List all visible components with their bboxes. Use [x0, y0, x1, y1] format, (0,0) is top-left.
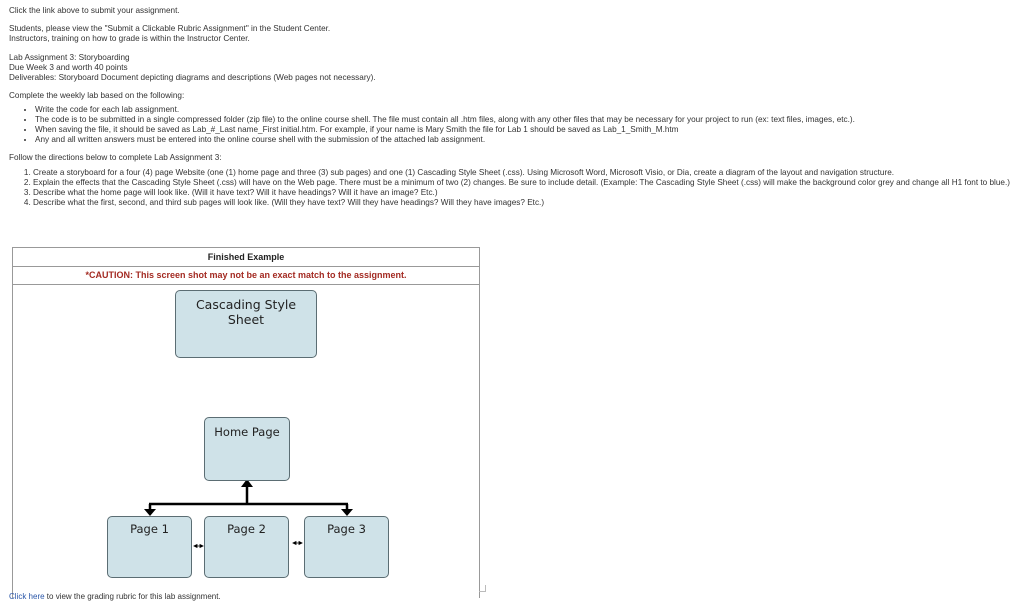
finished-example-panel — [12, 247, 480, 598]
css-box: Cascading Style Sheet — [175, 290, 317, 358]
list-item: • Write the code for each lab assignment. — [35, 105, 1019, 115]
weekly-list — [9, 105, 1019, 145]
lab-title: Lab Assignment 3: Storyboarding — [9, 52, 130, 62]
home-page-box: Home Page — [204, 417, 290, 481]
lab-deliverables: Deliverables: Storyboard Document depicting diagrams and descriptions (Web pages not necessary). — [9, 73, 376, 83]
double-arrow-2-3 — [293, 542, 302, 545]
arrowhead-page1 — [144, 509, 156, 516]
page1-box: Page 1 — [107, 516, 192, 578]
grading-rubric-line — [9, 592, 221, 601]
page2-box: Page 2 — [204, 516, 289, 578]
grading-rubric-text: to view the grading rubric for this lab assignment. — [44, 592, 221, 601]
caution-note: *CAUTION: This screen shot may not be an exact match to the assignment. — [13, 267, 479, 285]
grading-rubric-link[interactable]: Click here — [9, 592, 45, 601]
list-item: 1. Create a storyboard for a four (4) page Website (one (1) home page and three (3) sub pages) and one (1) Cascading Style Sheet (.css). Using Microsoft Word, Microsoft Visio, or Dia, create a diagram of the layout and navigation structure. — [33, 168, 1019, 178]
directions-heading: Follow the directions below to complete Lab Assignment 3: — [9, 153, 222, 163]
list-item: 4. Describe what the first, second, and third sub pages will look like. (Will they have text? Will they have headings? Will they have images? Etc.) — [33, 198, 1019, 208]
lab-due: Due Week 3 and worth 40 points — [9, 62, 128, 72]
page3-box: Page 3 — [304, 516, 389, 578]
students-note: Students, please view the "Submit a Clickable Rubric Assignment" in the Student Center. — [9, 24, 331, 34]
assignment-content — [9, 0, 1019, 208]
example-title: Finished Example — [13, 248, 479, 267]
list-item: • When saving the file, it should be saved as Lab_#_Last name_First initial.htm. For example, if your name is Mary Smith the file for Lab 1 should be saved as Lab_1_Smith_M.htm — [35, 125, 1019, 135]
list-item: 3. Describe what the home page will look like. (Will it have text? Will it have headings? Will it have an image? Etc.) — [33, 188, 1019, 198]
directions-list — [9, 168, 1019, 208]
double-arrow-1-2 — [194, 545, 203, 548]
list-item: • The code is to be submitted in a single compressed folder (zip file) to the online course shell. The file must contain all .htm files, along with any other files that may be necessary for your project to run (ex: text files, images, etc.). — [35, 115, 1019, 125]
resize-corner — [479, 585, 486, 592]
instructors-note: Instructors, training on how to grade is within the Instructor Center. — [9, 34, 250, 44]
weekly-heading: Complete the weekly lab based on the following: — [9, 91, 185, 101]
list-item: • Any and all written answers must be entered into the online course shell with the submission of the attached lab assignment. — [35, 135, 1019, 145]
submit-instruction: Click the link above to submit your assignment. — [9, 6, 180, 15]
list-item: 2. Explain the effects that the Cascading Style Sheet (.css) will have on the Web page. There must be a minimum of two (2) changes. Be sure to include detail. (Example: The Cascading Style Sheet (.css) will make the background color grey and change all H1 font to blue.) — [33, 178, 1019, 188]
arrowhead-page3 — [341, 509, 353, 516]
